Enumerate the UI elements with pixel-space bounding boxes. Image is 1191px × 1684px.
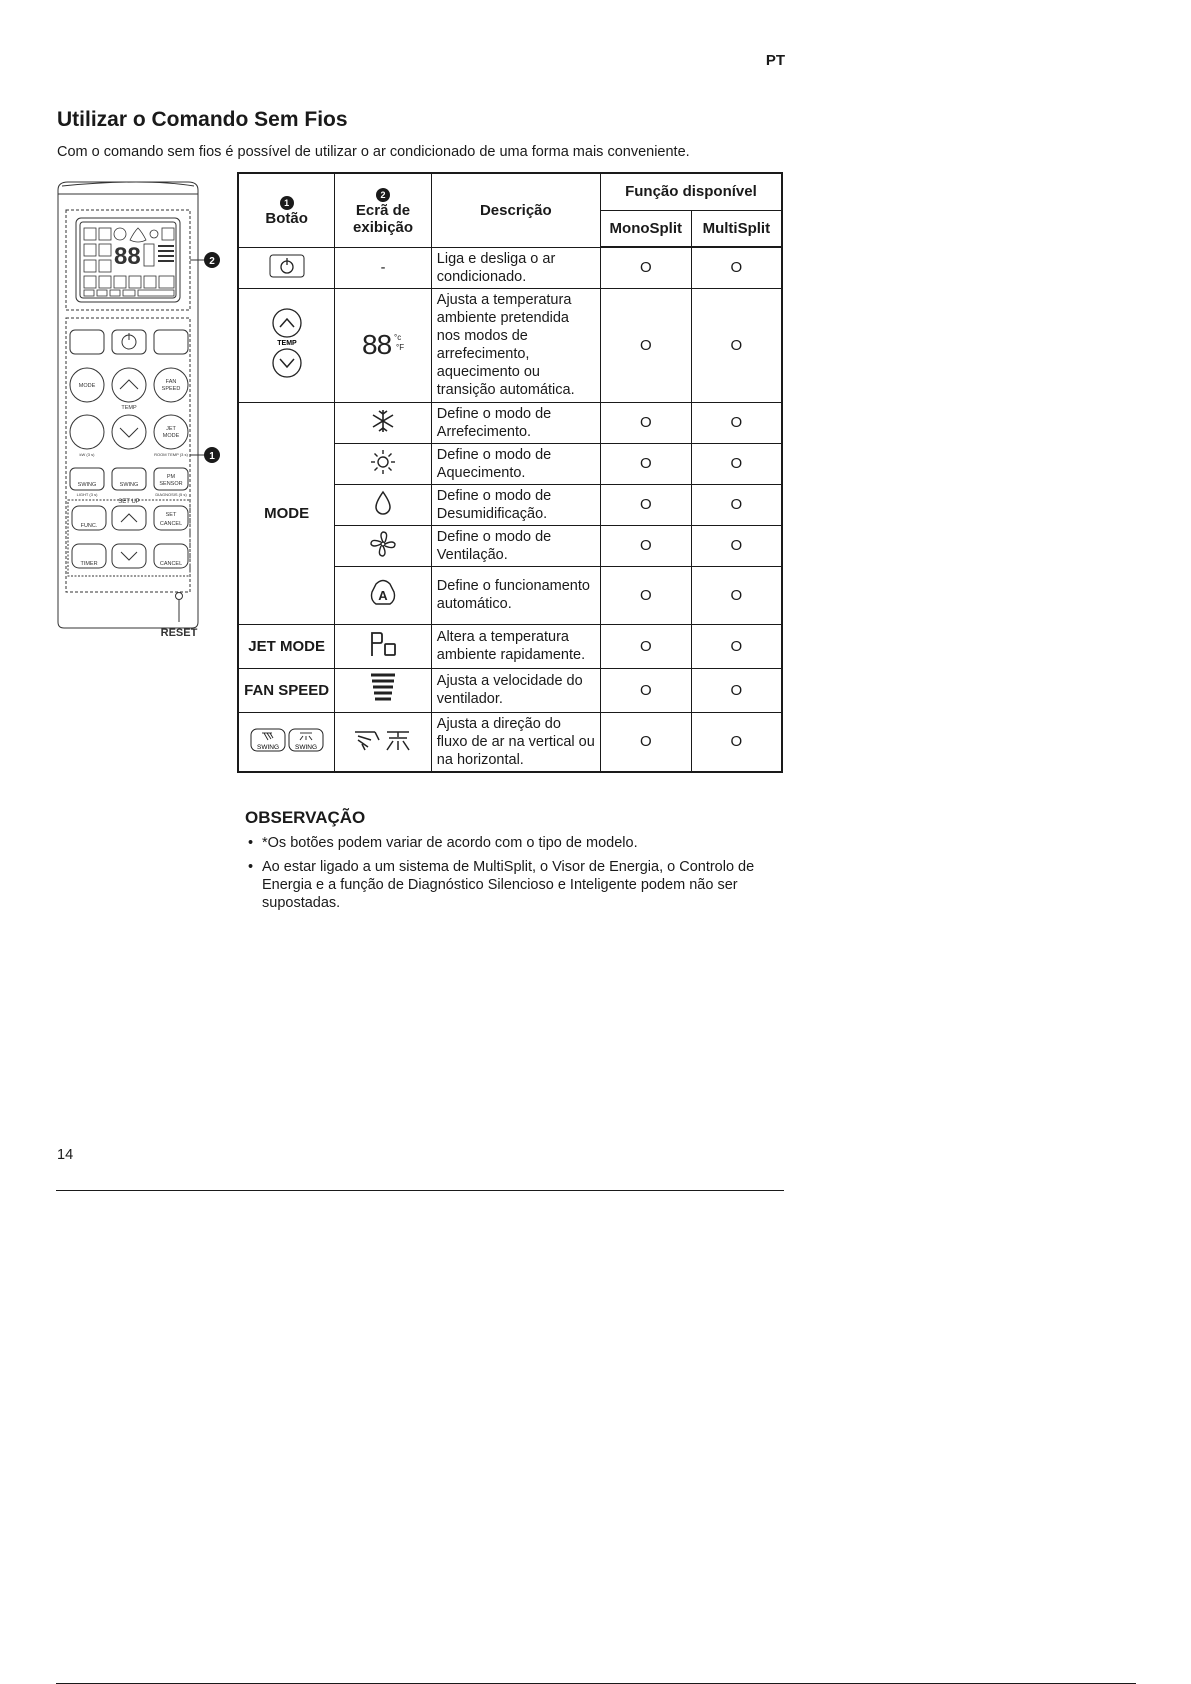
fanspeed-mono: O xyxy=(600,668,691,712)
header-monosplit: MonoSplit xyxy=(600,210,691,247)
svg-text:ROOM TEMP (3 s): ROOM TEMP (3 s) xyxy=(154,452,188,457)
power-multi: O xyxy=(691,247,782,288)
auto-mode-icon xyxy=(368,578,398,608)
swing-desc: Ajusta a direção do fluxo de ar na vertical ou na horizontal. xyxy=(431,712,600,772)
dry-desc: Define o modo de Desumidificação. xyxy=(431,484,600,525)
table-row-swing xyxy=(238,712,782,772)
temperature-digits-icon xyxy=(358,328,408,358)
footer-divider xyxy=(56,1190,784,1191)
svg-text:1: 1 xyxy=(209,451,215,462)
svg-text:SENSOR: SENSOR xyxy=(159,481,183,487)
callout-2-badge xyxy=(204,252,220,268)
jet-desc: Altera a temperatura ambiente rapidamente. xyxy=(431,624,600,668)
svg-text:MODE: MODE xyxy=(162,433,180,439)
dry-mono: O xyxy=(600,484,691,525)
svg-text:kW (3 s): kW (3 s) xyxy=(79,452,95,457)
svg-text:CANCEL: CANCEL xyxy=(159,561,183,567)
header-descricao: Descrição xyxy=(431,173,600,247)
list-item: • Ao estar ligado a um sistema de MultiSplit, o Visor de Energia, o Controlo de Energia e a função de Diagnóstico Silencioso e Inteligente podem não ser supostadas. xyxy=(245,858,785,912)
svg-text:TEMP: TEMP xyxy=(121,405,137,411)
svg-text:SPEED: SPEED xyxy=(161,386,181,392)
temp-display-cell xyxy=(335,288,432,402)
auto-desc: Define o funcionamento automático. xyxy=(431,566,600,624)
remote-function-table xyxy=(237,172,783,773)
power-mono: O xyxy=(600,247,691,288)
cool-icon-cell xyxy=(335,402,432,443)
svg-text:LIGHT (3 s): LIGHT (3 s) xyxy=(76,492,98,497)
dry-multi: O xyxy=(691,484,782,525)
swing-icon-cell xyxy=(335,712,432,772)
fan-icon xyxy=(369,530,397,558)
svg-text:°F: °F xyxy=(396,343,405,352)
header-funcao: Função disponível xyxy=(600,173,782,210)
svg-text:TEMP: TEMP xyxy=(276,340,297,347)
temp-desc: Ajusta a temperatura ambiente pretendida nos modos de arrefecimento, aquecimento ou transição automática. xyxy=(431,288,600,402)
temp-mono: O xyxy=(600,288,691,402)
remote-mode-label: MODE xyxy=(78,383,96,389)
snowflake-icon xyxy=(370,408,396,434)
dry-icon-cell xyxy=(335,484,432,525)
svg-text:SWING: SWING xyxy=(77,482,97,488)
power-display: - xyxy=(335,247,432,288)
fan-speed-bars-icon xyxy=(369,672,397,704)
swing-buttons-cell xyxy=(238,712,335,772)
note-section xyxy=(245,808,785,918)
sun-icon xyxy=(370,449,396,475)
power-button-icon xyxy=(269,254,305,278)
note-list xyxy=(245,834,785,912)
page-title: Utilizar o Comando Sem Fios xyxy=(57,108,348,131)
auto-icon-cell xyxy=(335,566,432,624)
heat-mono: O xyxy=(600,443,691,484)
remote-control-illustration xyxy=(54,180,234,640)
fanspeed-icon-cell xyxy=(335,668,432,712)
svg-text:FAN: FAN xyxy=(165,379,177,385)
mode-button-label: MODE xyxy=(238,402,335,624)
page-number: 14 xyxy=(57,1147,74,1163)
swing-buttons-icon xyxy=(250,727,324,753)
swing-mono: O xyxy=(600,712,691,772)
jet-multi: O xyxy=(691,624,782,668)
fan-mono: O xyxy=(600,525,691,566)
auto-multi: O xyxy=(691,566,782,624)
fan-desc: Define o modo de Ventilação. xyxy=(431,525,600,566)
header-botao: 1 Botão xyxy=(238,173,335,247)
power-desc: Liga e desliga o ar condicionado. xyxy=(431,247,600,288)
cool-multi: O xyxy=(691,402,782,443)
svg-text:JET: JET xyxy=(166,426,176,432)
svg-text:2: 2 xyxy=(209,256,215,267)
svg-text:SWING: SWING xyxy=(294,743,317,751)
svg-text:FUNC.: FUNC. xyxy=(80,523,98,529)
list-item: • *Os botões podem variar de acordo com o tipo de modelo. xyxy=(245,834,785,852)
svg-text:DIAGNOSIS (5 s): DIAGNOSIS (5 s) xyxy=(155,492,187,497)
heat-multi: O xyxy=(691,443,782,484)
svg-text:CANCEL: CANCEL xyxy=(159,521,183,527)
header-ecra: 2 Ecrã de exibição xyxy=(335,173,432,247)
table-row-power xyxy=(238,247,782,288)
jet-icon-cell xyxy=(335,624,432,668)
auto-mono: O xyxy=(600,566,691,624)
table-row-jet xyxy=(238,624,782,668)
jet-mode-po-icon xyxy=(368,630,398,658)
fanspeed-desc: Ajusta a velocidade do ventilador. xyxy=(431,668,600,712)
fan-multi: O xyxy=(691,525,782,566)
jet-mono: O xyxy=(600,624,691,668)
temp-buttons-cell xyxy=(238,288,335,402)
heat-desc: Define o modo de Aquecimento. xyxy=(431,443,600,484)
heat-icon-cell xyxy=(335,443,432,484)
svg-text:SET UP: SET UP xyxy=(118,499,140,505)
table-row-fanspeed xyxy=(238,668,782,712)
header-multisplit: MultiSplit xyxy=(691,210,782,247)
note-title: OBSERVAÇÃO xyxy=(245,808,366,827)
svg-text:SET: SET xyxy=(165,512,177,518)
svg-text:SWING: SWING xyxy=(119,482,139,488)
power-button-cell xyxy=(238,247,335,288)
intro-text: Com o comando sem fios é possível de utilizar o ar condicionado de uma forma mais conveniente. xyxy=(57,144,690,160)
svg-text:A: A xyxy=(378,588,388,603)
fan-speed-button-label: FAN SPEED xyxy=(238,668,335,712)
reset-label: RESET xyxy=(160,627,198,639)
fan-icon-cell xyxy=(335,525,432,566)
water-drop-icon xyxy=(372,490,394,516)
table-row-cool xyxy=(238,402,782,443)
callout-1-badge xyxy=(204,447,220,463)
swing-airflow-icon xyxy=(353,728,413,752)
temp-multi: O xyxy=(691,288,782,402)
svg-text:PM: PM xyxy=(166,474,176,480)
language-code: PT xyxy=(765,52,785,69)
cool-mono: O xyxy=(600,402,691,443)
jet-mode-button-label: JET MODE xyxy=(238,624,335,668)
svg-text:TIMER: TIMER xyxy=(80,561,98,567)
swing-multi: O xyxy=(691,712,782,772)
svg-text:88: 88 xyxy=(114,243,141,270)
cool-desc: Define o modo de Arrefecimento. xyxy=(431,402,600,443)
svg-text:°c: °c xyxy=(394,333,402,342)
temp-up-down-icon xyxy=(267,307,307,379)
svg-text:SWING: SWING xyxy=(256,743,279,751)
fanspeed-multi: O xyxy=(691,668,782,712)
table-row-temp xyxy=(238,288,782,402)
svg-text:88: 88 xyxy=(362,329,392,358)
